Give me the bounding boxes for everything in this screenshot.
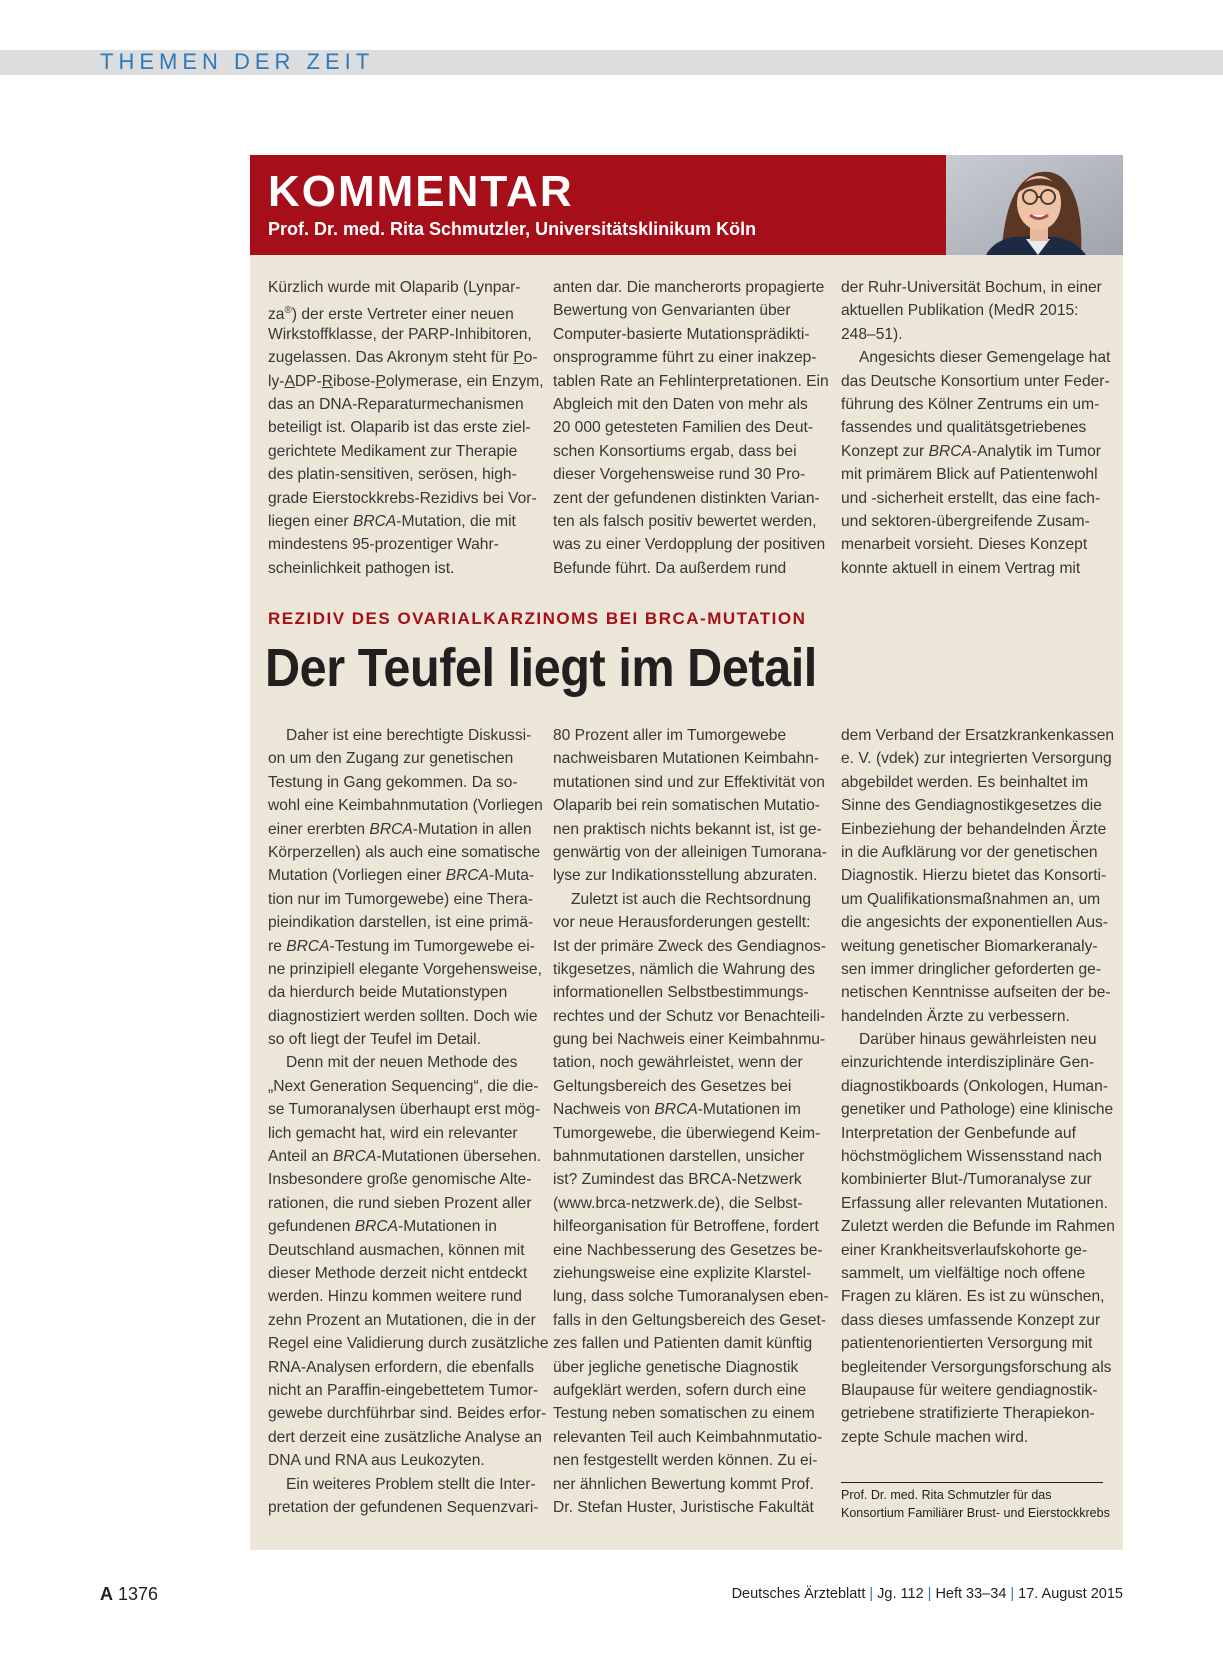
text-line: kombinierter Blut-/Tumoranalyse zur [841,1171,1092,1189]
text-line: re BRCA-Testung im Tumorgewebe ei- [268,937,535,955]
text-line: pretation der gefundenen Sequenzvari- [268,1498,539,1516]
text-line: ziehungsweise eine explizite Klarstel- [553,1264,812,1282]
text-line: RNA-Analysen erfordern, die ebenfalls [268,1358,535,1376]
text-line: handelnden Ärzte zu verbessern. [841,1007,1070,1025]
text-line: einzurichtende interdisziplinäre Gen- [841,1054,1095,1072]
text-line: Deutschland ausmachen, können mit [268,1241,525,1259]
text-line: aufgeklärt werden, sofern durch eine [553,1381,807,1399]
text-line: ly-ADP-Ribose-Polymerase, ein Enzym, [268,372,544,390]
text-line: ne prinzipiell elegante Vorgehensweise, [268,960,542,978]
text-line: nicht an Paraffin-eingebettetem Tumor- [268,1381,539,1399]
text-line: pieindikation darstellen, ist eine primä- [268,914,534,932]
text-line: um Qualifikationsmaßnahmen an, um [841,890,1101,908]
text-line: lich gemacht hat, wird ein relevanter [268,1124,518,1142]
text-line: abgebildet werden. Es beinhaltet im [841,773,1089,791]
text-line: zent der gefundenen distinkten Varian- [553,489,820,507]
text-line: dieser Vorgehensweise rund 30 Pro- [553,466,806,484]
text-line: genwärtig von der alleinigen Tumorana- [553,843,827,861]
signature-line: Konsortium Familiärer Brust- und Eierstockkrebs [841,1506,1110,1520]
text-line: Anteil an BRCA-Mutationen übersehen. [268,1148,542,1166]
page-prefix: A [100,1584,113,1604]
signature [841,1486,1110,1522]
comment-column-3 [841,276,1110,580]
text-line: Ist der primäre Zweck des Gendiagnos- [553,937,827,955]
journal-issue: Heft 33–34 [935,1586,1007,1602]
page-number [100,1582,158,1606]
text-line: mindestens 95-prozentiger Wahr- [268,536,499,554]
text-line: Regel eine Validierung durch zusätzliche [268,1335,549,1353]
kicker: REZIDIV DES OVARIALKARZINOMS BEI BRCA-MUTATION [268,609,807,628]
text-line: tikgesetzes, nämlich die Wahrung des [553,960,816,978]
text-line: anten dar. Die mancherorts propagierte [553,279,825,296]
text-line: Testung neben somatischen zu einem [553,1405,815,1423]
text-line: 20 000 getesteten Familien des Deut- [553,419,814,437]
text-line: zes fallen und Patienten damit künftig [553,1335,813,1353]
text-line: in die Aufklärung vor der genetischen [841,843,1098,861]
text-line: führung des Kölner Zentrums ein um- [841,395,1100,413]
text-line: Wirkstoffklasse, der PARP-Inhibitoren, [268,325,532,343]
text-line: Nachweis von BRCA-Mutationen im [553,1101,801,1119]
text-line: rationen, die rund sieben Prozent aller [268,1194,532,1212]
text-line: tion nur im Tumorgewebe) eine Thera- [268,890,533,908]
text-line: liegen einer BRCA-Mutation, die mit [268,512,516,530]
text-line: dass dieses umfassende Konzept zur [841,1311,1101,1329]
text-line: höchstmöglichem Wissensstand nach [841,1148,1102,1166]
text-line: bahnmutationen darstellen, unsicher [553,1148,805,1166]
text-line: einer ererbten BRCA-Mutation in allen [268,820,532,838]
text-line: Erfassung aller relevanten Mutationen. [841,1194,1108,1212]
text-line: tation, noch gewährleistet, wenn der [553,1054,803,1072]
text-line: onsprogramme führt zu einer inakzep- [553,349,817,367]
text-line: dieser Methode derzeit nicht entdeckt [268,1264,528,1282]
text-line: falls in den Geltungsbereich des Geset- [553,1311,827,1329]
text-line: Blaupause für weitere gendiagnostik- [841,1381,1098,1399]
text-line: Insbesondere große genomische Alte- [268,1171,532,1189]
text-line: za®) der erste Vertreter einer neuen [268,305,514,324]
text-line: Befunde führt. Da außerdem rund [553,559,787,577]
text-line: der Ruhr-Universität Bochum, in einer [841,279,1102,296]
text-line: DNA und RNA aus Leukozyten. [268,1452,485,1470]
text-line: lung, dass solche Tumoranalysen eben- [553,1288,829,1306]
text-line: ten als falsch positiv bewertet werden, [553,512,817,530]
text-line: das an DNA-Reparaturmechanismen [268,395,524,413]
text-line: da hierdurch beide Mutationstypen [268,984,508,1002]
text-line: dem Verband der Ersatzkrankenkassen [841,727,1115,744]
body-column-3 [841,724,1115,1449]
text-line: weitung genetischer Biomarkeranaly- [841,937,1098,955]
text-line: Daher ist eine berechtigte Diskussi- [286,727,532,744]
text-line: Computer-basierte Mutationsprädikti- [553,325,810,343]
text-line: aktuellen Publikation (MedR 2015: [841,302,1079,320]
text-line: (www.brca-netzwerk.de), die Selbst- [553,1194,803,1212]
text-line: mit primärem Blick auf Patientenwohl [841,466,1098,484]
text-line: 80 Prozent aller im Tumorgewebe [553,727,787,744]
text-line: nen praktisch nichts bekannt ist, ist ge- [553,820,822,838]
text-line: sen immer dringlicher geforderten ge- [841,960,1102,978]
text-line: diagnostikboards (Onkologen, Human- [841,1077,1108,1095]
text-line: Zuletzt werden die Befunde im Rahmen [841,1218,1115,1236]
journal-info [732,1584,1123,1604]
text-line: nachweisbaren Mutationen Keimbahn- [553,750,820,768]
text-line: eine Nachbesserung des Gesetzes be- [553,1241,823,1259]
text-line: zehn Prozent an Mutationen, die in der [268,1311,536,1329]
text-line: Testung in Gang gekommen. Da so- [268,773,518,791]
text-line: konnte aktuell in einem Vertrag mit [841,559,1081,577]
text-line: wohl eine Keimbahnmutation (Vorliegen [268,797,543,815]
text-line: Dr. Stefan Huster, Juristische Fakultät [553,1498,814,1516]
text-line: begleitender Versorgungsforschung als [841,1358,1112,1376]
comment-column-2 [553,276,829,580]
portrait-image [946,155,1123,255]
text-line: Zuletzt ist auch die Rechtsordnung [571,890,812,908]
text-line: patientenorientierten Versorgung mit [841,1335,1093,1353]
text-line: Interpretation der Genbefunde auf [841,1124,1076,1142]
comment-column-1 [268,276,544,580]
text-line: se Tumoranalysen überhaupt erst mög- [268,1101,541,1119]
text-line: diagnostiziert werden sollten. Doch wie [268,1007,538,1025]
text-line: sammelt, um vielfältige noch offene [841,1264,1086,1282]
text-line: schen Konsortiums ergab, dass bei [553,442,797,460]
text-line: Bewertung von Genvarianten über [553,302,791,320]
body-column-1 [268,724,549,1519]
journal-volume: Jg. 112 [877,1586,924,1602]
text-line: Einbeziehung der behandelnden Ärzte [841,820,1107,838]
text-line: Tumorgewebe, die überwiegend Keim- [553,1124,821,1142]
text-line: und -sicherheit erstellt, das eine fach- [841,489,1101,507]
signature-line: Prof. Dr. med. Rita Schmutzler für das [841,1488,1052,1502]
author-line: Prof. Dr. med. Rita Schmutzler, Universitätsklinikum Köln [268,219,757,239]
text-line: des platin-sensitiven, serösen, high- [268,466,517,484]
text-line: nen festgestellt werden können. Zu ei- [553,1452,818,1470]
text-line: vor neue Herausforderungen gestellt: [553,914,811,932]
text-line: netischen Kenntnisse aufseiten der be- [841,984,1111,1002]
text-line: einer Krankheitsverlaufskohorte ge- [841,1241,1088,1259]
text-line: gung bei Nachweis einer Keimbahnmu- [553,1031,826,1049]
text-line: Sinne des Gendiagnostikgesetzes die [841,797,1102,815]
text-line: Angesichts dieser Gemengelage hat [859,349,1111,367]
text-line: mutationen sind und zur Effektivität von [553,773,825,791]
text-line: getriebene stratifizierte Therapiekon- [841,1405,1095,1423]
text-line: ist? Zumindest das BRCA-Netzwerk [553,1171,802,1189]
text-line: Kürzlich wurde mit Olaparib (Lynpar- [268,279,521,296]
text-line: grade Eierstockkrebs-Rezidivs bei Vor- [268,489,537,507]
journal-date: 17. August 2015 [1018,1586,1123,1602]
text-line: Konzept zur BRCA-Analytik im Tumor [841,442,1101,460]
text-line: „Next Generation Sequencing“, die die- [268,1077,539,1095]
text-line: dert derzeit eine zusätzliche Analyse an [268,1428,542,1446]
separator: | [927,1586,932,1602]
text-line: gewebe durchführbar sind. Beides erfor- [268,1405,547,1423]
journal-name: Deutsches Ärzteblatt [731,1586,866,1602]
text-line: so oft liegt der Teufel im Detail. [268,1031,481,1049]
text-line: werden. Hinzu kommen weitere rund [268,1288,522,1306]
text-line: Geltungsbereich des Gesetzes bei [553,1077,792,1095]
text-line: Ein weiteres Problem stellt die Inter- [286,1475,536,1493]
text-line: genetiker und Pathologe) eine klinische [841,1101,1114,1119]
text-line: ner ähnlichen Bewertung kommt Prof. [553,1475,814,1493]
text-line: Denn mit der neuen Methode des [286,1054,518,1072]
text-line: Darüber hinaus gewährleisten neu [859,1031,1097,1049]
text-line: das Deutsche Konsortium unter Feder- [841,372,1110,390]
text-line: was zu einer Verdopplung der positiven [553,536,826,554]
text-line: Mutation (Vorliegen einer BRCA-Muta- [268,867,535,885]
text-line: menarbeit vorsieht. Dieses Konzept [841,536,1088,554]
text-line: on um den Zugang zur genetischen [268,750,514,768]
text-line: Abgleich mit den Daten von mehr als [553,395,808,413]
section-label: THEMEN DER ZEIT [100,49,375,74]
text-line: zugelassen. Das Akronym steht für Po- [268,349,538,367]
text-line: rechtes und der Schutz vor Benachteili- [553,1007,826,1025]
text-line: und sektoren-übergreifende Zusam- [841,512,1090,530]
signature-rule [841,1482,1103,1483]
text-line: gerichtete Medikament zur Therapie [268,442,518,460]
text-line: e. V. (vdek) zur integrierten Versorgung [841,750,1112,768]
text-line: Fragen zu klären. Es ist zu wünschen, [841,1288,1105,1306]
text-line: die angesichts der exponentiellen Aus- [841,914,1109,932]
text-line: hilfeorganisation für Betroffene, fordert [553,1218,819,1236]
text-line: über jegliche genetische Diagnostik [553,1358,799,1376]
body-column-2 [553,724,829,1519]
page-number-value: 1376 [118,1584,159,1604]
text-line: tablen Rate an Fehlinterpretationen. Ein [553,372,829,390]
author-portrait [946,155,1123,255]
text-line: lyse zur Indikationsstellung abzuraten. [553,867,818,885]
text-line: Körperzellen) als auch eine somatische [268,843,541,861]
text-line: Diagnostik. Hierzu bietet das Konsorti- [841,867,1107,885]
text-line: fassendes und qualitätsgetriebenes [841,419,1087,437]
text-line: zepte Schule machen wird. [841,1428,1029,1446]
comment-label: KOMMENTAR [268,167,574,216]
text-line: gefundenen BRCA-Mutationen in [268,1218,497,1236]
text-line: 248–51). [841,325,903,343]
text-line: informationellen Selbstbestimmungs- [553,984,809,1002]
text-line: scheinlichkeit pathogen ist. [268,559,455,577]
separator: | [1010,1586,1015,1602]
text-line: relevanten Teil auch Keimbahnmutatio- [553,1428,823,1446]
text-line: beteiligt ist. Olaparib ist das erste ziel- [268,419,531,437]
separator: | [869,1586,874,1602]
headline: Der Teufel liegt im Detail [265,638,817,698]
text-line: Olaparib bei rein somatischen Mutatio- [553,797,820,815]
